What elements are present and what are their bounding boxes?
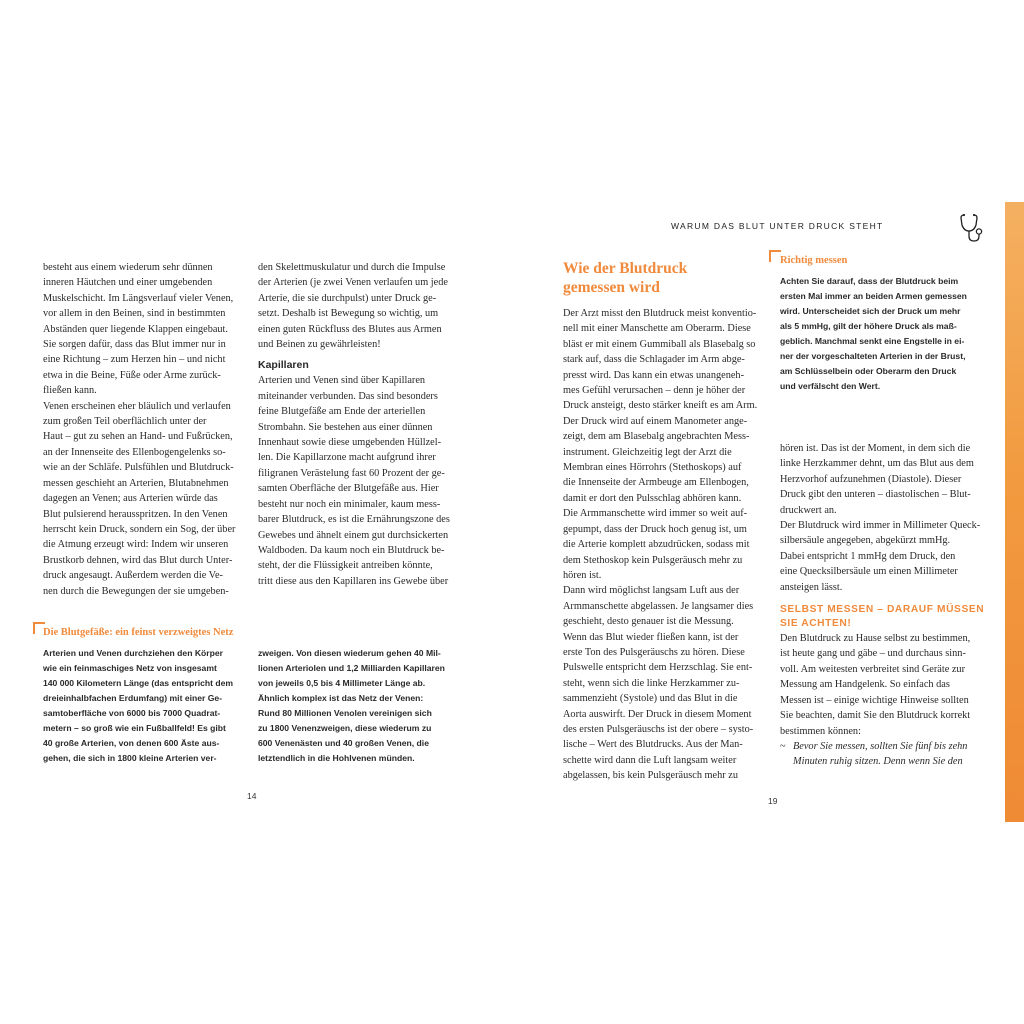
text-line: samtoberfläche von 6000 bis 7000 Quadrat- xyxy=(43,708,221,718)
text-line: eine Quecksilbersäule um einen Millimeter xyxy=(780,566,958,578)
text-line: von jeweils 0,5 bis 4 Millimeter Länge ab. xyxy=(258,678,426,688)
text-line: Arterien und Venen durchziehen den Körper xyxy=(43,648,224,658)
text-line: lische – Wert des Blutdrucks. Aus der Man- xyxy=(563,739,743,751)
text-line: als 5 mmHg, gilt der höhere Druck als maß- xyxy=(780,321,957,331)
text-line: presst wird. Das kann ein etwas unangeneh- xyxy=(563,369,744,381)
text-line: wird. Unterscheidet sich der Druck um mehr xyxy=(780,306,961,316)
text-line: bläst er mit einem Gummiball als Blasebalg so xyxy=(563,338,756,350)
text-line: voll. Am weitesten verbreitet sind Geräte zur xyxy=(780,663,965,675)
text-line: und Beinen zu gewährleisten! xyxy=(258,339,381,351)
page-number-left: 14 xyxy=(247,791,257,801)
text-line: Druck ansteigt, desto stärker kneift es am Arm. xyxy=(563,400,758,412)
text-line: linke Herzkammer dehnt, um das Blut aus dem xyxy=(780,458,974,470)
bullet-text xyxy=(793,739,967,770)
text-line: stark auf, dass die Schlagader im Arm abge- xyxy=(563,354,745,366)
text-line: ansteigen lässt. xyxy=(780,581,843,593)
text-line: Brustkorb dehnen, wird das Blut durch Unter- xyxy=(43,554,233,566)
text-line: und verfälscht den Wert. xyxy=(780,381,881,391)
text-line: Der Blutdruck wird immer in Millimeter Queck- xyxy=(780,520,981,532)
tipbox-text xyxy=(780,274,992,394)
chapter-title: Wie der Blutdruck gemessen wird xyxy=(563,260,688,296)
text-line: hören ist. Das ist der Moment, in dem sich die xyxy=(780,443,971,454)
text-line: einen guten Rückfluss des Blutes aus Armen xyxy=(258,323,442,335)
section-heading-selbst-messen: SELBST MESSEN – DARAUF MÜSSEN SIE ACHTEN! xyxy=(780,604,985,630)
text-line: silbersäule angegeben, abgekürzt mmHg. xyxy=(780,535,951,547)
text-line: miteinander verbunden. Das sind besonders xyxy=(258,390,438,402)
text-line: Strombahn. Sie bestehen aus einer dünnen xyxy=(258,421,433,433)
text-line: den Skelettmuskulatur und durch die Impulse xyxy=(258,262,446,273)
text-line: steht, wenn sich die linke Herzkammer zu- xyxy=(563,677,740,689)
infobox-column-1 xyxy=(43,646,251,766)
text-line: Der Druck wird auf einem Manometer ange- xyxy=(563,415,748,427)
text-line: zu 1800 Venenzweigen, diese wiederum zu xyxy=(258,723,432,733)
text-line: schette wird dann die Luft langsam weiter xyxy=(563,754,737,766)
text-line: Achten Sie darauf, dass der Blutdruck beim xyxy=(780,276,959,286)
text-line: zum großen Teil oberflächlich unter der xyxy=(43,416,207,428)
text-line: 40 große Arterien, von denen 600 Äste aus- xyxy=(43,738,220,748)
text-line: Blut pulsierend herausspritzen. In den Venen xyxy=(43,508,228,520)
left-col2-top-text xyxy=(258,260,468,352)
text-line: instrument. Gleichzeitig legt der Arzt die xyxy=(563,446,732,458)
text-line: steht, der die Flüssigkeit antreiben könnte, xyxy=(258,560,433,572)
text-line: Haut – gut zu sehen an Hand- und Fußrücken, xyxy=(43,431,233,443)
bullet-marker: ~ xyxy=(780,740,786,752)
text-line: Ähnlich komplex ist das Netz der Venen: xyxy=(258,693,424,703)
text-line: ner der vorgeschalteten Arterien in der Brust, xyxy=(780,351,966,361)
text-line: dreieinhalbfachen Erdumfang) mit einer Ge- xyxy=(43,693,223,703)
text-line: Aorta auswirft. Der Druck in diesem Moment xyxy=(563,708,752,720)
text-line: geschieht, desto genauer ist die Messung. xyxy=(563,616,734,628)
text-line: nell mit einer Manschette am Oberarm. Diese xyxy=(563,323,751,335)
text-line: Die Armmanschette wird immer so weit auf- xyxy=(563,508,748,520)
text-line: des ersten Pulsgeräuschs ist der obere – systo- xyxy=(563,723,754,735)
text-line: Arterie, die sie durchpulst) unter Druck ge- xyxy=(258,292,437,304)
text-line: setzt. Deshalb ist Bewegung so wichtig, um xyxy=(258,308,439,320)
text-line: damit er dort den Pulsschlag abhören kann. xyxy=(563,492,742,504)
text-line: messen geschieht an Arterien, Blutabnehmen xyxy=(43,477,229,489)
text-line: dem Stethoskop kein Pulsgeräusch mehr zu xyxy=(563,554,743,566)
text-line: filigranen Verästelung fast 60 Prozent der ge- xyxy=(258,467,445,479)
subheading-kapillaren: Kapillaren xyxy=(258,359,309,372)
text-line: inneren Häutchen und einer umgebenden xyxy=(43,277,213,289)
text-line: sammenzieht (Systole) und das Blut in die xyxy=(563,693,738,705)
text-line: geblich. Manchmal senkt eine Engstelle in ei- xyxy=(780,336,965,346)
text-line: wie an der Schläfe. Pulsfühlen und Blutdruck- xyxy=(43,462,234,474)
page-number-right: 19 xyxy=(768,796,778,806)
text-line: Herzvorhof aufzunehmen (Diastole). Dieser xyxy=(780,473,962,485)
text-line: erste Ton des Pulsgeräuschs zu hören. Diese xyxy=(563,646,745,658)
text-line: abgelassen, bis kein Pulsgeräusch mehr zu xyxy=(563,770,739,782)
right-col2-text xyxy=(780,441,995,595)
text-line: fließen kann. xyxy=(43,385,97,397)
text-line: zeigt, dem am Blasebalg angebrachten Mess- xyxy=(563,431,750,443)
left-col2-bottom-text xyxy=(258,373,468,589)
text-line: zweigen. Von diesen wiederum gehen 40 Mil- xyxy=(258,648,441,658)
text-line: 140 000 Kilometern Länge (das entspricht dem xyxy=(43,678,234,688)
text-line: Sie sorgen dafür, dass das Blut immer nur in xyxy=(43,339,226,351)
bullet-item xyxy=(780,739,995,770)
text-line: etwa in die Beine, Füße oder Arme zurück- xyxy=(43,369,221,381)
text-line: Abständen quer liegende Klappen eingebaut. xyxy=(43,323,228,335)
text-line: Waldboden. Da kaum noch ein Blutdruck be- xyxy=(258,544,445,556)
text-line: Messen ist – einige wichtige Hinweise sollten xyxy=(780,694,969,706)
text-line: Druck gibt den unteren – diastolischen – Blut- xyxy=(780,489,971,501)
text-line: bestimmen können: xyxy=(780,725,861,737)
infobox-column-2 xyxy=(258,646,468,766)
text-line: gepumpt, dass der Druck hoch genug ist, um xyxy=(563,523,747,535)
text-line: metern – so groß wie ein Fußballfeld! Es gibt xyxy=(43,723,226,733)
text-line: Pulswelle entspricht dem Herzschlag. Sie ent- xyxy=(563,662,753,674)
text-line: hören ist. xyxy=(563,569,602,581)
text-line: die Innenseite der Armbeuge am Ellenbogen, xyxy=(563,477,749,489)
text-line: am Schlüsselbein oder Oberarm den Druck xyxy=(780,366,957,376)
text-line: Den Blutdruck zu Hause selbst zu bestimmen, xyxy=(780,633,971,645)
right-body-column-1 xyxy=(563,306,773,784)
text-line: Messung am Handgelenk. So einfach das xyxy=(780,679,950,691)
text-line: Sie beachten, damit Sie den Blutdruck korrekt xyxy=(780,710,971,722)
text-line: Dabei entspricht 1 mmHg dem Druck, den xyxy=(780,550,956,562)
text-line: lionen Arteriolen und 1,2 Milliarden Kapillaren xyxy=(258,663,445,673)
text-line: Bevor Sie messen, sollten Sie fünf bis zehn xyxy=(793,740,968,752)
text-line: dagegen an Venen; aus Arterien würde das xyxy=(43,493,218,505)
text-line: Venen erscheinen eher bläulich und verlaufen xyxy=(43,400,231,412)
infobox-title: Die Blutgefäße: ein feinst verzweigtes Netz xyxy=(43,627,234,638)
text-line: Gewebes und ähnelt einem gut durchsickerten xyxy=(258,529,449,541)
text-line: herrscht kein Druck, sondern ein Sog, der über xyxy=(43,523,236,535)
text-line: barer Blutdruck, es ist die Ernährungszone des xyxy=(258,514,450,526)
text-line: Muskelschicht. Im Längsverlauf vieler Venen, xyxy=(43,292,234,304)
text-line: druck angesaugt. Außerdem werden die Ve- xyxy=(43,570,223,582)
text-line: ist heute gang und gäbe – und durchaus sinn- xyxy=(780,648,966,660)
text-line: vor allem in den Beinen, sind in bestimmten xyxy=(43,308,226,320)
text-line: wie ein feinmaschiges Netz von insgesamt xyxy=(43,663,217,673)
running-head: WARUM DAS BLUT UNTER DRUCK STEHT xyxy=(671,221,884,231)
text-line: der Arterien (je zwei Venen verlaufen um jede xyxy=(258,277,448,289)
text-line: Arterien und Venen sind über Kapillaren xyxy=(258,375,426,387)
right-col2-after-text xyxy=(780,631,995,739)
text-line: Innenhaut sowie diese umgebenden Hüllzel- xyxy=(258,437,441,449)
text-line: letztendlich in die Hohlvenen münden. xyxy=(258,753,415,763)
text-line: samten Oberfläche der Blutgefäße aus. Hier xyxy=(258,483,439,495)
text-line: ersten Mal immer an beiden Armen gemessen xyxy=(780,291,967,301)
text-line: an der Innenseite des Ellenbogengelenks so- xyxy=(43,446,226,458)
text-line: Der Arzt misst den Blutdruck meist konventio- xyxy=(563,308,757,319)
tipbox-title: Richtig messen xyxy=(780,255,848,266)
text-line: 600 Venenästen und 40 großen Venen, die xyxy=(258,738,429,748)
text-line: Wenn das Blut wieder fließen kann, ist der xyxy=(563,631,739,643)
right-body-column-2 xyxy=(780,441,995,770)
text-line: Dann wird möglichst langsam Luft aus der xyxy=(563,585,740,597)
text-line: gehen, die sich in 1800 kleine Arterien ver- xyxy=(43,753,217,763)
text-line: die Arterie komplett abzudrücken, sodass mit xyxy=(563,539,750,551)
text-line: eine Richtung – zum Herzen hin – und nicht xyxy=(43,354,226,366)
stethoscope-icon xyxy=(960,212,986,244)
text-line: Membran eines Hörrohrs (Stethoskops) auf xyxy=(563,462,742,474)
text-line: Rund 80 Millionen Venolen vereinigen sich xyxy=(258,708,432,718)
right-page xyxy=(512,0,1024,1024)
text-line: tritt diese aus den Kapillaren ins Gewebe über xyxy=(258,575,449,587)
text-line: besteht aus einem wiederum sehr dünnen xyxy=(43,262,213,273)
text-line: besteht nur noch ein minimaler, kaum mess- xyxy=(258,498,441,510)
text-line: druckwert an. xyxy=(780,504,837,516)
text-line: mes Gefühl verursachen – denn je höher der xyxy=(563,385,746,397)
text-line: Minuten ruhig sitzen. Denn wenn Sie den xyxy=(793,756,963,768)
left-body-column-1 xyxy=(43,260,253,599)
text-line: len. Die Kapillarzone macht aufgrund ihrer xyxy=(258,452,436,464)
text-line: die Atmung erzeugt wird: Indem wir unseren xyxy=(43,539,229,551)
text-line: Armmanschette abgelassen. Je langsamer dies xyxy=(563,600,754,612)
text-line: feine Blutgefäße am Ende der arteriellen xyxy=(258,406,426,418)
left-body-column-2 xyxy=(258,260,468,589)
text-line: nen durch die Bewegungen der sie umgeben- xyxy=(43,585,229,597)
orange-side-bar xyxy=(1005,202,1024,822)
